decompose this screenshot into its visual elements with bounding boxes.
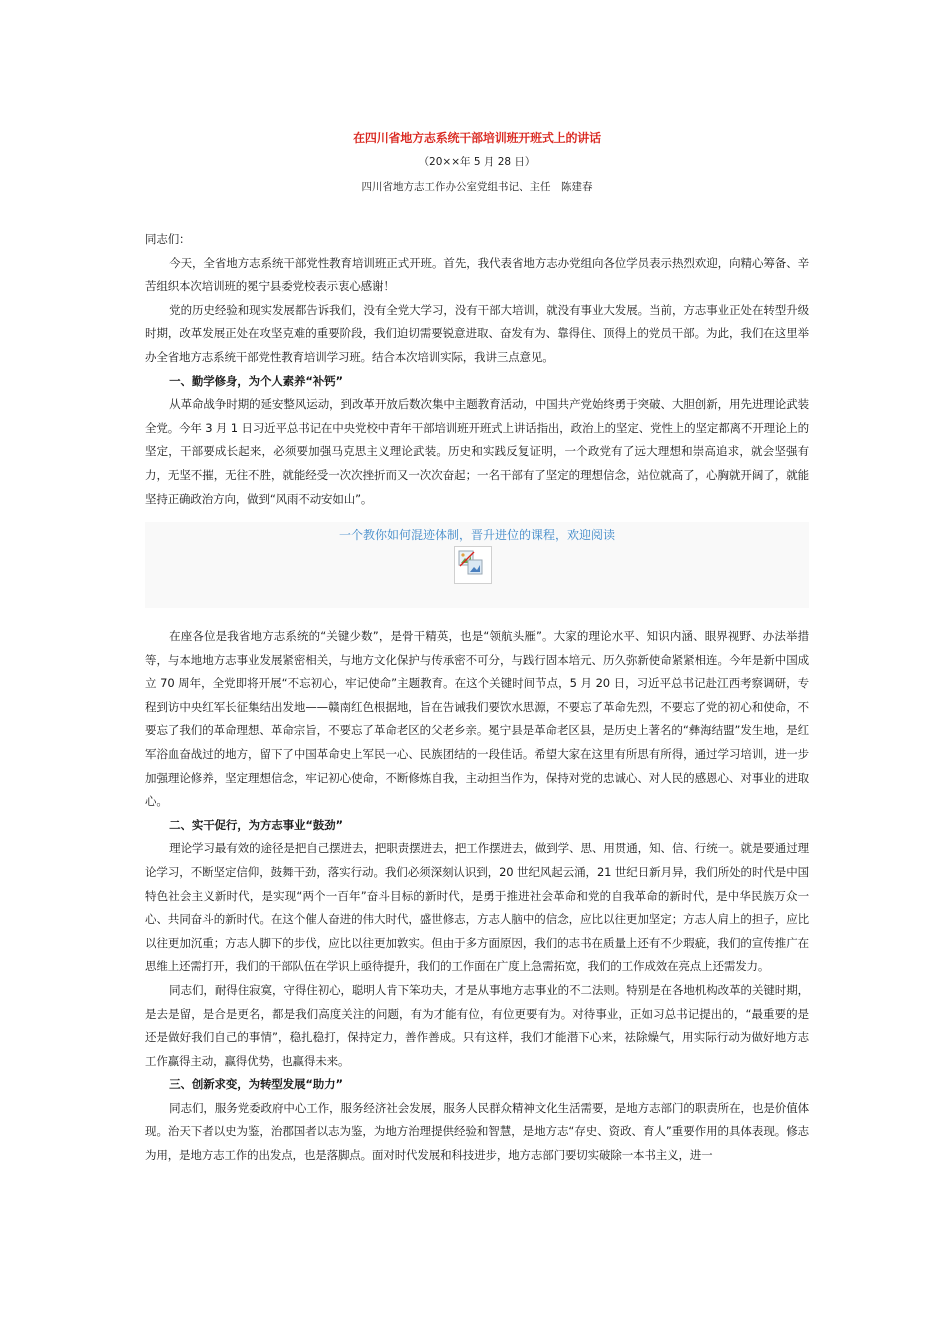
promo-link[interactable]: 一个教你如何混迹体制，晋升进位的课程，欢迎阅读 (338, 528, 615, 542)
body-section-1 (145, 228, 809, 511)
section-heading: 二、实干促行，为方志事业“鼓劲” (169, 817, 343, 832)
paragraph: 理论学习最有效的途径是把自己摆进去，把职责摆进去，把工作摆进去，做到学、思、用贯通，知、信、行统一。就是要通过理论学习，不断坚定信仰，鼓舞干劲，落实行动。我们必须深刻认识到，20 世纪风起云涌，21 世纪日新月异，我们所处的时代是中国特色社会主义新时代，是实现“两个一百年”奋斗目标的新时代，是勇于推进社会革命和党的自我革命的新时代，是中华民族万众一心、共同奋斗的新时代。在这个催人奋进的伟大时代，盛世修志，方志人脑中的信念，应比以往更加坚定；方志人肩上的担子，应比以往更加沉重；方志人脚下的步伐，应比以往更加敦实。但由于多方面原因，我们的志书在质量上还有不少瑕疵，我们的宣传推广在思维上还需打开，我们的干部队伍在学识上亟待提升，我们的工作面在广度上急需拓宽，我们的工作成效在亮点上还需发力。 (145, 841, 809, 974)
paragraph: 同志们，服务党委政府中心工作，服务经济社会发展，服务人民群众精神文化生活需要，是地方志部门的职责所在，也是价值体现。治天下者以史为鉴，治郡国者以志为鉴，为地方治理提供经验和智慧，是地方志“存史、资政、育人”重要作用的具体表现。修志为用，是地方志工作的出发点，也是落脚点。面对时代发展和科技进步，地方志部门要切实破除一本书主义，进一 (145, 1100, 809, 1163)
paragraph: 今天，全省地方志系统干部党性教育培训班正式开班。首先，我代表省地方志办党组向各位学员表示热烈欢迎，向精心筹备、辛苦组织本次培训班的冕宁县委党校表示衷心感谢！ (145, 255, 809, 294)
document-author: 四川省地方志工作办公室党组书记、主任 陈建春 (361, 181, 593, 193)
paragraph: 同志们，耐得住寂寞，守得住初心，聪明人肯下笨功夫，才是从事地方志事业的不二法则。特别是在各地机构改革的关键时期，是去是留，是合是更名，都是我们高度关注的问题，有为才能有位，有位更要有为。对待事业，正如习总书记提出的，“最重要的是还是做好我们自己的事情”，稳扎稳打，保持定力，善作善成。只有这样，我们才能潜下心来，祛除燥气，用实际行动为做好地方志工作赢得主动，赢得优势，也赢得未来。 (145, 982, 809, 1068)
broken-image-icon (458, 550, 488, 580)
body-section-2 (145, 625, 809, 1168)
paragraph: 在座各位是我省地方志系统的“关键少数”，是骨干精英，也是“领航头雁”。大家的理论水平、知识内涵、眼界视野、办法举措等，与本地地方志事业发展紧密相关，与地方文化保护与传承密不可分，与践行固本培元、历久弥新使命紧紧相连。今年是新中国成立 70 周年，全党即将开展“不忘初心，牢记使命”主题教育。在这个关键时间节点，5 月 20 日，习近平总书记赴江西考察调研，专程到访中央红军长征集结出发地——赣南红色根据地，旨在告诫我们要饮水思源，不要忘了革命先烈，不要忘了党的初心和使命，不要忘了我们的革命理想、革命宗旨，不要忘了革命老区的父老乡亲。冕宁县是革命老区县，是历史上著名的“彝海结盟”发生地，是红军浴血奋战过的地方，留下了中国革命史上军民一心、民族团结的一段佳话。希望大家在这里有所思有所得，通过学习培训，进一步加强理论修养，坚定理想信念，牢记初心使命，不断修炼自我，主动担当作为，保持对党的忠诚心、对人民的感恩心、对事业的进取心。 (145, 629, 809, 809)
section-heading: 三、创新求变，为转型发展“助力” (169, 1077, 343, 1092)
paragraph: 从革命战争时期的延安整风运动，到改革开放后数次集中主题教育活动，中国共产党始终勇于突破、大胆创新，用先进理论武装全党。今年 3 月 1 日习近平总书记在中央党校中青年干部培训班开班式上讲话指出，政治上的坚定、党性上的坚定都离不开理论上的坚定，干部要成长起来，必须要加强马克思主义理论武装。历史和实践反复证明，一个政党有了远大理想和崇高追求，就会坚强有力，无坚不摧，无往不胜，就能经受一次次挫折而又一次次奋起；一名干部有了坚定的理想信念，站位就高了，心胸就开阔了，就能坚持正确政治方向，做到“风雨不动安如山”。 (145, 397, 809, 506)
promo-block (145, 522, 809, 608)
broken-image-icon[interactable] (454, 546, 492, 584)
document-date: （20××年 5 月 28 日） (418, 156, 536, 168)
document-title: 在四川省地方志系统干部培训班开班式上的讲话 (353, 131, 601, 145)
paragraph: 党的历史经验和现实发展都告诉我们，没有全党大学习，没有干部大培训，就没有事业大发展。当前，方志事业正处在转型升级时期，改革发展正处在攻坚克难的重要阶段，我们迫切需要锐意进取、奋发有为、靠得住、顶得上的党员干部。为此，我们在这里举办全省地方志系统干部党性教育培训学习班。结合本次培训实际，我讲三点意见。 (145, 302, 809, 364)
salutation: 同志们： (145, 232, 191, 246)
section-heading: 一、勤学修身，为个人素养“补钙” (169, 373, 343, 388)
